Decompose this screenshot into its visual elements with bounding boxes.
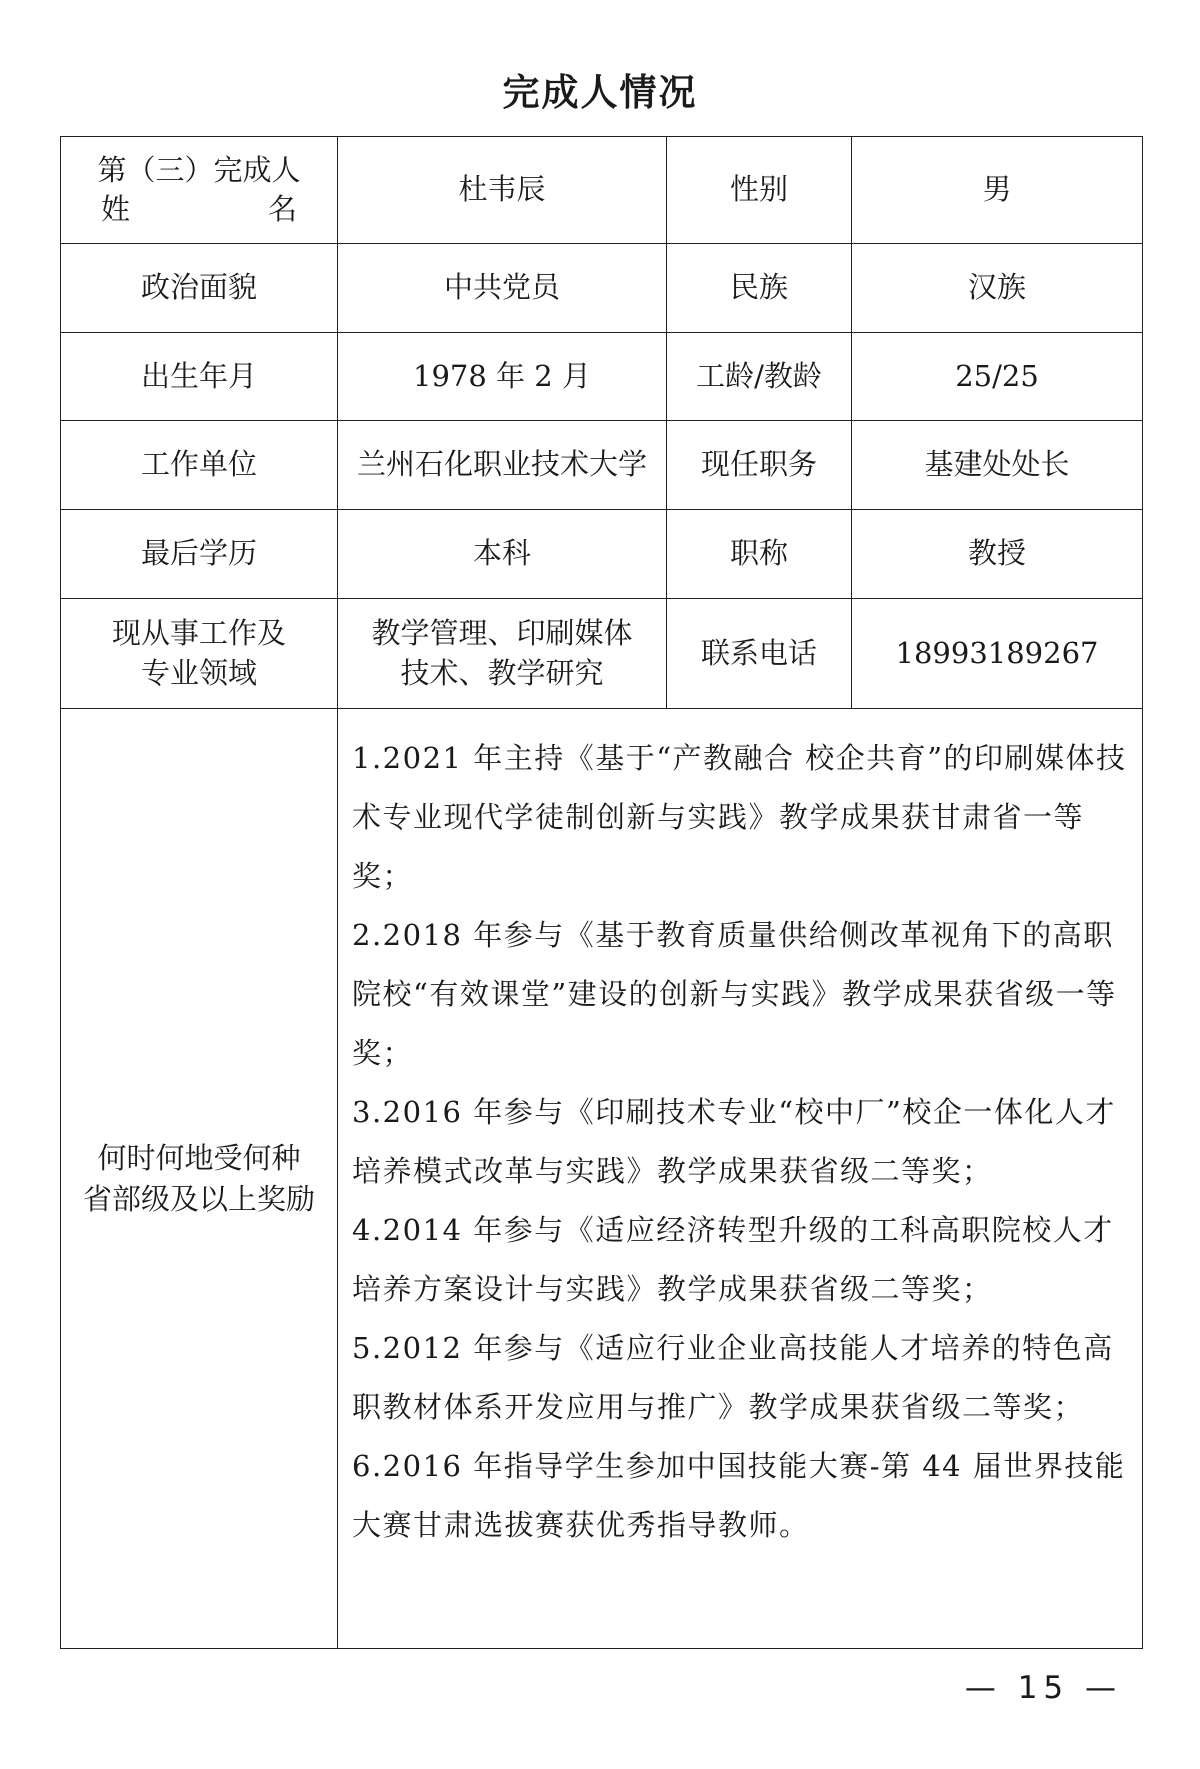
ethnicity-label: 民族 [667, 244, 852, 333]
name-label-char-1: 姓 [101, 192, 131, 226]
employer-value: 兰州石化职业技术大学 [338, 421, 667, 510]
list-item: 2.2018 年参与《基于教育质量供给侧改革视角下的高职院校“有效课堂”建设的创新与实践》教学成果获省级一等奖； [352, 918, 1117, 1070]
awards-label-line-1: 何时何地受何种 [97, 1140, 301, 1175]
ethnicity-value: 汉族 [852, 244, 1143, 333]
list-item: 3.2016 年参与《印刷技术专业“校中厂”校企一体化人才培养模式改革与实践》教学成果获省级二等奖； [352, 1095, 1116, 1188]
education-label: 最后学历 [61, 510, 338, 599]
person-info-table [60, 136, 1143, 1649]
awards-list [338, 709, 1143, 1649]
table-row [61, 137, 1143, 244]
name-value: 杜韦辰 [338, 137, 667, 244]
list-item: 1.2021 年主持《基于“产教融合 校企共育”的印刷媒体技术专业现代学徒制创新与实践》教学成果获甘肃省一等奖； [352, 741, 1127, 893]
birth-date-value: 1978 年 2 月 [338, 333, 667, 421]
work-years-value: 25/25 [852, 333, 1143, 421]
list-item: 6.2016 年指导学生参加中国技能大赛-第 44 届世界技能大赛甘肃选拔赛获优秀指导教师。 [352, 1449, 1126, 1542]
table-row [61, 244, 1143, 333]
name-label-char-2: 名 [267, 192, 297, 226]
awards-label-line-2: 省部级及以上奖励 [82, 1181, 315, 1216]
title-label: 职称 [667, 510, 852, 599]
completer-index-label: 第（三）完成人 [97, 152, 301, 187]
table-row [61, 599, 1143, 709]
table-row [61, 333, 1143, 421]
phone-label: 联系电话 [667, 599, 852, 709]
list-item: 5.2012 年参与《适应行业企业高技能人才培养的特色高职教材体系开发应用与推广》教学成果获省级二等奖； [352, 1331, 1114, 1424]
phone-value: 18993189267 [852, 599, 1143, 709]
page-number: — 15 — [964, 1670, 1122, 1706]
table-row [61, 510, 1143, 599]
table-row [61, 421, 1143, 510]
gender-label: 性别 [667, 137, 852, 244]
name-label-cell [61, 137, 338, 244]
gender-value: 男 [852, 137, 1143, 244]
field-label-line-1: 现从事工作及 [111, 616, 286, 651]
page-title: 完成人情况 [502, 71, 698, 114]
political-status-value: 中共党员 [338, 244, 667, 333]
employer-label: 工作单位 [61, 421, 338, 510]
birth-date-label: 出生年月 [61, 333, 338, 421]
field-label-cell [61, 599, 338, 709]
field-value-line-2: 技术、教学研究 [400, 655, 604, 690]
field-label-line-2: 专业领域 [140, 655, 257, 690]
awards-label-cell [61, 709, 338, 1649]
position-value: 基建处处长 [852, 421, 1143, 510]
position-label: 现任职务 [667, 421, 852, 510]
education-value: 本科 [338, 510, 667, 599]
field-value-cell [338, 599, 667, 709]
field-value-line-1: 教学管理、印刷媒体 [371, 616, 633, 651]
table-row [61, 709, 1143, 1649]
work-years-label: 工龄/教龄 [667, 333, 852, 421]
list-item: 4.2014 年参与《适应经济转型升级的工科高职院校人才培养方案设计与实践》教学成果获省级二等奖； [352, 1213, 1114, 1306]
political-status-label: 政治面貌 [61, 244, 338, 333]
title-value: 教授 [852, 510, 1143, 599]
name-label [61, 190, 337, 229]
